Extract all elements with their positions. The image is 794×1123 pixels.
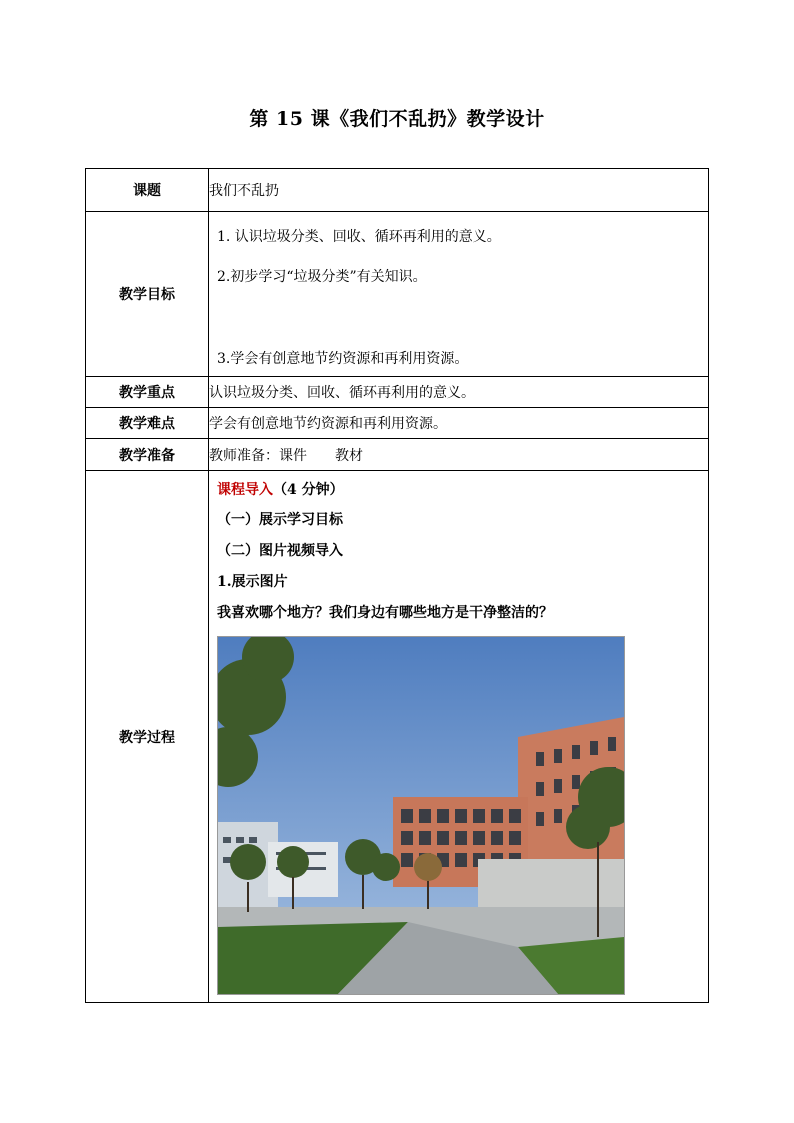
goal-3: 3.学会有创意地节约资源和再利用资源。 [217, 351, 469, 367]
key-value: 认识垃圾分类、回收、循环再利用的意义。 [209, 377, 709, 408]
step-2: （二）图片视频导入 [217, 543, 343, 559]
goal-2: 2.初步学习“垃圾分类”有关知识。 [217, 269, 427, 285]
row-key-point [86, 377, 709, 408]
goal-1: 1. 认识垃圾分类、回收、循环再利用的意义。 [217, 229, 501, 245]
step-3: 1.展示图片 [217, 574, 288, 590]
row-process [86, 471, 709, 1003]
campus-photo-illustration [218, 637, 624, 994]
row-goals [86, 212, 709, 377]
row-preparation [86, 439, 709, 471]
topic-label: 课题 [86, 169, 209, 212]
prep-label: 教学准备 [86, 439, 209, 471]
goals-label: 教学目标 [86, 212, 209, 377]
process-label: 教学过程 [86, 471, 209, 1003]
intro-time: （4 分钟） [273, 482, 344, 498]
prep-value: 教师准备：课件 教材 [209, 439, 709, 471]
process-cell [209, 471, 709, 1003]
intro-line [217, 479, 344, 499]
intro-heading: 课程导入 [217, 482, 273, 498]
row-topic [86, 169, 709, 212]
document-title: 第 15 课《我们不乱扔》教学设计 [249, 108, 545, 130]
goals-cell [209, 212, 709, 377]
campus-photo [217, 636, 625, 995]
step-1: （一）展示学习目标 [217, 512, 343, 528]
lesson-plan-table [85, 168, 709, 1003]
question: 我喜欢哪个地方？我们身边有哪些地方是干净整洁的？ [217, 605, 553, 621]
key-label: 教学重点 [86, 377, 209, 408]
topic-value: 我们不乱扔 [209, 169, 709, 212]
row-difficulty [86, 408, 709, 439]
difficulty-value: 学会有创意地节约资源和再利用资源。 [209, 408, 709, 439]
difficulty-label: 教学难点 [86, 408, 209, 439]
